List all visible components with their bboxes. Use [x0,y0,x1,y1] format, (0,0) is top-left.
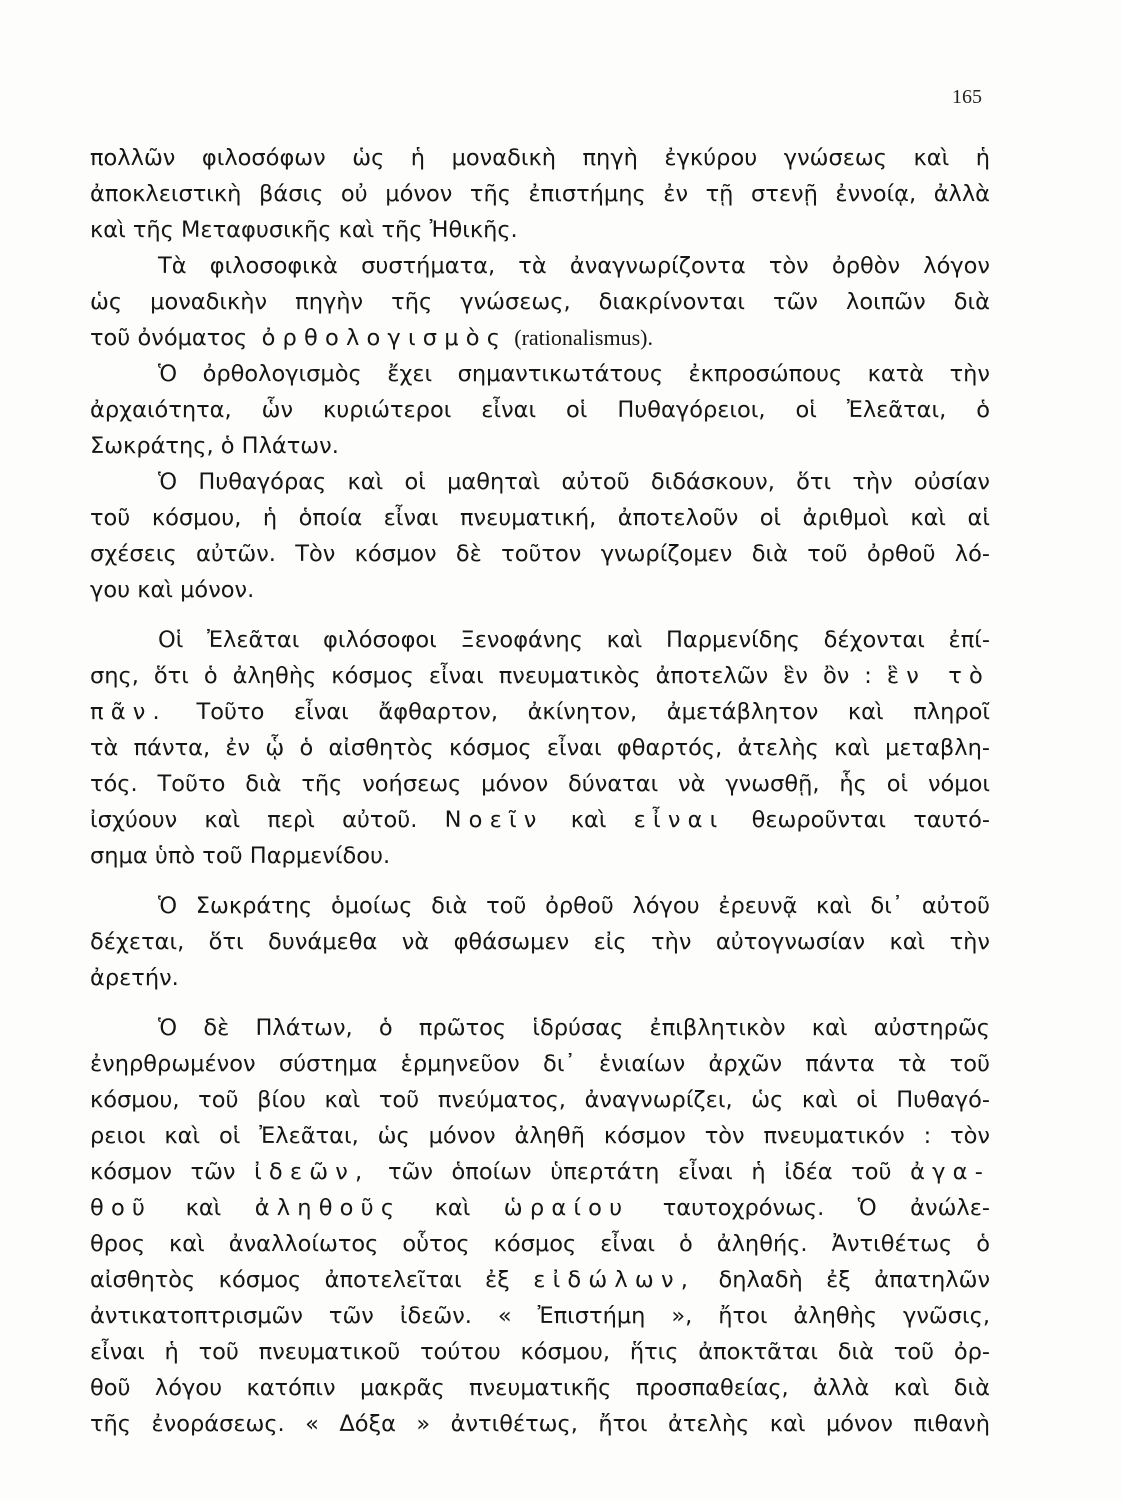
body-text [90,140,990,1442]
text-line: Ὁ Πυθαγόρας καὶ οἱ μαθηταὶ αὐτοῦ διδάσκουν, ὅτι τὴν οὐσίαν [158,469,990,495]
latin-term: (rationalismus). [514,325,653,350]
text-line: ἐνηρθρωμένον σύστημα ἑρμηνεῦον δι᾽ ἑνιαίων ἀρχῶν πάντα τὰ τοῦ [90,1051,990,1077]
text-line: δέχεται, ὅτι δυνάμεθα νὰ φθάσωμεν εἰς τὴν αὐτογνωσίαν καὶ τὴν [90,929,990,955]
term-spaced: εἶναι [633,807,725,833]
term-spaced: Νοεῖν [444,807,544,833]
term-spaced: ἀγα- [910,1159,991,1185]
text-line: τὰ πάντα, ἐν ᾧ ὁ αἰσθητὸς κόσμος εἶναι φθαρτός, ἀτελὴς καὶ μεταβλη- [90,735,990,761]
text-line: ἀντικατοπτρισμῶν τῶν ἰδεῶν. « Ἐπιστήμη », ἤτοι ἀληθὴς γνῶσις, [90,1303,990,1329]
text-line: Ὁ δὲ Πλάτων, ὁ πρῶτος ἱδρύσας ἐπιβλητικὸν καὶ αὐστηρῶς [158,1015,990,1041]
term-spaced: πᾶν. [90,699,167,725]
text-line: ἰσχύουν καὶ περὶ αὐτοῦ. Νοεῖν καὶ εἶναι θεωροῦνται ταυτό- [90,807,991,833]
term-spaced: εἰδώλων, [533,1267,696,1293]
text-line: τῆς ἐνοράσεως. « Δόξα » ἀντιθέτως, ἤτοι ἀτελὴς καὶ μόνον πιθανὴ [90,1411,990,1437]
text-line: ὡς μοναδικὴν πηγὴν τῆς γνώσεως, διακρίνονται τῶν λοιπῶν διὰ [90,289,990,315]
text-line: σημα ὑπὸ τοῦ Παρμενίδου. [90,843,391,869]
text-line: κόσμου, τοῦ βίου καὶ τοῦ πνεύματος, ἀναγνωρίζει, ὡς καὶ οἱ Πυθαγό- [90,1087,990,1113]
text-line: Ὁ ὀρθολογισμὸς ἔχει σημαντικωτάτους ἐκπροσώπους κατὰ τὴν [158,361,990,387]
term-spaced: ὀρθολογισμὸς [261,325,508,351]
text-line: Τὰ φιλοσοφικὰ συστήματα, τὰ ἀναγνωρίζοντα τὸν ὀρθὸν λόγον [158,253,990,279]
text-line: γου καὶ μόνον. [90,577,255,603]
text-line: καὶ τῆς Μεταφυσικῆς καὶ τῆς Ἠθικῆς. [90,217,518,243]
text-line: σης, ὅτι ὁ ἀληθὴς κόσμος εἶναι πνευματικὸς ἀποτελῶν ἓν ὂν : ἓν τὸ [90,663,990,689]
text-line: τοῦ ὀνόματος ὀρθολογισμὸς (rationalismus). [90,325,653,351]
text-line: αἰσθητὸς κόσμος ἀποτελεῖται ἐξ εἰδώλων, δηλαδὴ ἐξ ἀπατηλῶν [90,1267,991,1293]
text-line: θοῦ καὶ ἀληθοῦς καὶ ὡραίου ταυτοχρόνως. Ὁ ἀνώλε- [90,1195,991,1221]
text-line: Σωκράτης, ὁ Πλάτων. [90,433,339,459]
text-line: Ὁ Σωκράτης ὁμοίως διὰ τοῦ ὀρθοῦ λόγου ἐρευνᾷ καὶ δι᾽ αὐτοῦ [158,893,990,919]
text-line: σχέσεις αὐτῶν. Τὸν κόσμον δὲ τοῦτον γνωρίζομεν διὰ τοῦ ὀρθοῦ λό- [90,541,990,567]
text-line: ρειοι καὶ οἱ Ἐλεᾶται, ὡς μόνον ἀληθῆ κόσμον τὸν πνευματικόν : τὸν [90,1123,990,1149]
text-line: ἀρχαιότητα, ὧν κυριώτεροι εἶναι οἱ Πυθαγόρειοι, οἱ Ἐλεᾶται, ὁ [90,397,990,423]
term-spaced: ἀληθοῦς [254,1195,402,1221]
text-line: θρος καὶ ἀναλλοίωτος οὗτος κόσμος εἶναι ὁ ἀληθής. Ἀντιθέτως ὁ [90,1231,990,1257]
page-number: 165 [952,86,982,108]
text-line: πολλῶν φιλοσόφων ὡς ἡ μοναδικὴ πηγὴ ἐγκύρου γνώσεως καὶ ἡ [90,145,990,171]
text-line: κόσμον τῶν ἰδεῶν, τῶν ὁποίων ὑπερτάτη εἶναι ἡ ἰδέα τοῦ ἀγα- [90,1159,991,1185]
text-line: εἶναι ἡ τοῦ πνευματικοῦ τούτου κόσμου, ἥτις ἀποκτᾶται διὰ τοῦ ὀρ- [90,1339,990,1365]
term-spaced: ὡραίου [503,1195,630,1221]
text-line: ἀρετήν. [90,965,179,991]
text-line: τοῦ κόσμου, ἡ ὁποία εἶναι πνευματική, ἀποτελοῦν οἱ ἀριθμοὶ καὶ αἱ [90,505,990,531]
term-spaced: ἰδεῶν, [254,1159,370,1185]
term-spaced: θοῦ [90,1195,153,1221]
text-line: Οἱ Ἐλεᾶται φιλόσοφοι Ξενοφάνης καὶ Παρμενίδης δέχονται ἐπί- [158,627,990,653]
text-line: θοῦ λόγου κατόπιν μακρᾶς πνευματικῆς προσπαθείας, ἀλλὰ καὶ διὰ [90,1375,990,1401]
text-line: ἀποκλειστικὴ βάσις οὐ μόνον τῆς ἐπιστήμης ἐν τῇ στενῇ ἐννοίᾳ, ἀλλὰ [90,181,990,207]
text-line: πᾶν. Τοῦτο εἶναι ἄφθαρτον, ἀκίνητον, ἀμετάβλητον καὶ πληροῖ [90,699,991,725]
term-spaced: ἓν τὸ [886,663,990,689]
text-line: τός. Τοῦτο διὰ τῆς νοήσεως μόνον δύναται νὰ γνωσθῇ, ἧς οἱ νόμοι [90,771,990,797]
